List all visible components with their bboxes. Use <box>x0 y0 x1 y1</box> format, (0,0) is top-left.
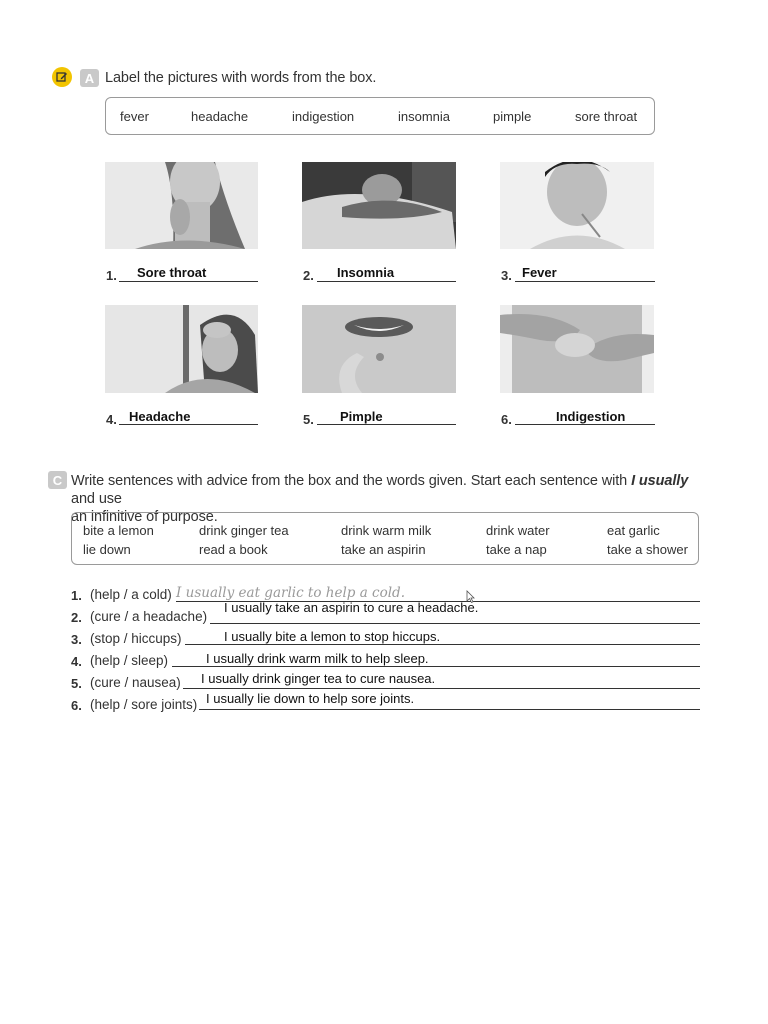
answer-line <box>515 281 655 282</box>
item-prompt: (help / a cold) <box>90 587 172 602</box>
word-box-item: lie down <box>83 542 131 557</box>
item-number: 3. <box>71 632 82 647</box>
answer-line <box>119 281 258 282</box>
word-box-item: fever <box>120 109 149 124</box>
answer-text[interactable]: Headache <box>129 409 191 424</box>
answer-number: 4. <box>106 412 117 427</box>
answer-line <box>199 709 700 710</box>
answer-text[interactable]: I usually drink ginger tea to cure nausea. <box>201 671 436 686</box>
answer-line <box>172 666 700 667</box>
photo-pimple <box>302 305 456 393</box>
word-box-item: read a book <box>199 542 268 557</box>
photo-insomnia <box>302 162 456 249</box>
answer-text[interactable]: Indigestion <box>556 409 626 424</box>
item-number: 1. <box>71 588 82 603</box>
word-box-item: pimple <box>493 109 532 124</box>
answer-text[interactable]: I usually drink warm milk to help sleep. <box>206 651 429 666</box>
answer-text[interactable]: I usually take an aspirin to cure a headache. <box>224 600 479 615</box>
photo-sore-throat <box>105 162 258 249</box>
answer-line <box>119 424 258 425</box>
item-number: 2. <box>71 610 82 625</box>
answer-number: 6. <box>501 412 512 427</box>
answer-line <box>183 688 700 689</box>
answer-number: 5. <box>303 412 314 427</box>
item-prompt: (cure / a headache) <box>90 609 208 624</box>
photo-indigestion <box>500 305 654 393</box>
instruction-text: Write sentences with advice from the box and the words given. Start each sentence with <box>71 473 632 489</box>
item-prompt: (cure / nausea) <box>90 675 181 690</box>
answer-line <box>515 424 655 425</box>
word-box-item: headache <box>191 109 249 124</box>
word-box-item: take a shower <box>607 542 688 557</box>
instruction-text: an infinitive of purpose. <box>71 509 218 525</box>
answer-line <box>185 644 700 645</box>
item-number: 5. <box>71 676 82 691</box>
answer-text[interactable]: Pimple <box>340 409 383 424</box>
instruction-italic: I usually <box>631 473 689 489</box>
word-box-item: sore throat <box>575 109 638 124</box>
answer-number: 3. <box>501 268 512 283</box>
photo-headache <box>105 305 258 393</box>
answer-text[interactable]: I usually lie down to help sore joints. <box>206 691 415 706</box>
section-c-letter: C <box>48 471 67 489</box>
item-number: 4. <box>71 654 82 669</box>
answer-number: 2. <box>303 268 314 283</box>
instruction-text: and use <box>71 491 122 507</box>
word-box-item: take a nap <box>486 542 547 557</box>
word-box-item: eat garlic <box>607 523 660 538</box>
word-box-item: drink ginger tea <box>199 523 289 538</box>
word-box-item: insomnia <box>398 109 451 124</box>
word-box-item: drink warm milk <box>341 523 432 538</box>
word-box-item: indigestion <box>292 109 355 124</box>
section-a-instruction: Label the pictures with words from the box. <box>105 70 377 86</box>
answer-line <box>317 281 456 282</box>
item-prompt: (help / sore joints) <box>90 697 198 712</box>
photo-fever <box>500 162 654 249</box>
section-a-word-box <box>105 97 655 135</box>
answer-number: 1. <box>106 268 117 283</box>
word-box-item: drink water <box>486 523 550 538</box>
example-answer: I usually eat garlic to help a cold. <box>176 585 405 601</box>
item-prompt: (help / sleep) <box>90 653 169 668</box>
section-c-word-box <box>71 512 699 565</box>
answer-text[interactable]: Insomnia <box>337 265 395 280</box>
word-box-item: take an aspirin <box>341 542 426 557</box>
answer-text[interactable]: Fever <box>522 265 557 280</box>
answer-text[interactable]: Sore throat <box>137 265 207 280</box>
answer-text[interactable]: I usually bite a lemon to stop hiccups. <box>224 629 441 644</box>
answer-line <box>317 424 456 425</box>
word-box-item: bite a lemon <box>83 523 154 538</box>
item-number: 6. <box>71 698 82 713</box>
answer-line <box>210 623 700 624</box>
edit-icon <box>52 67 72 87</box>
section-a-letter: A <box>80 69 99 87</box>
item-prompt: (stop / hiccups) <box>90 631 182 646</box>
